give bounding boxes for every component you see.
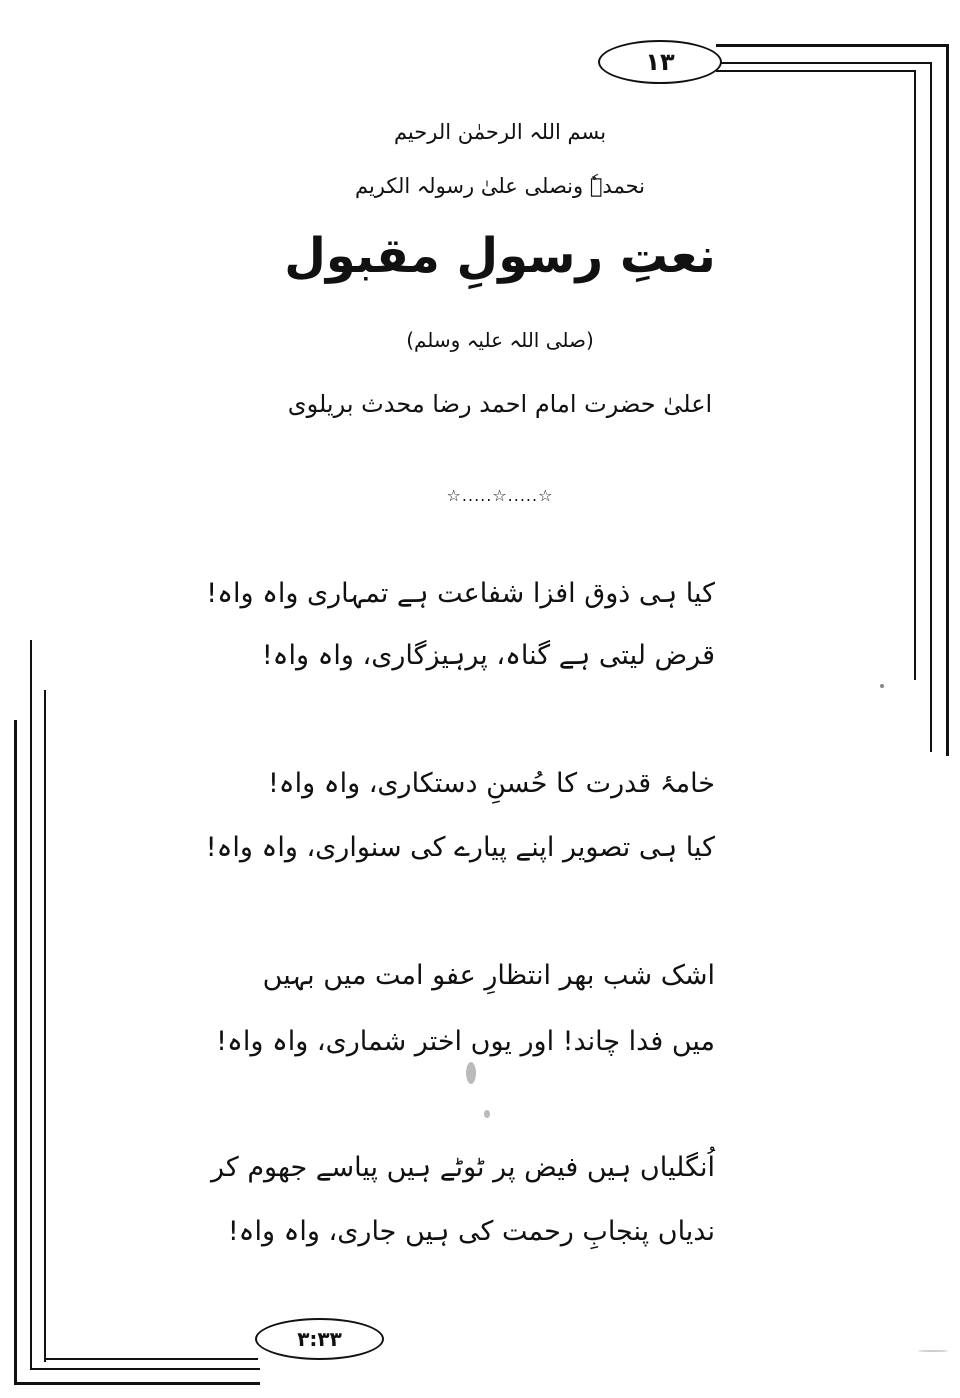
page-number-oval [598, 40, 722, 84]
frame-bottom-line-mid [44, 1358, 258, 1360]
verse-4-line-1: اُنگلیاں ہیں فیض پر ٹوٹے ہیں پیاسے جھوم کر [211, 1152, 715, 1183]
frame-top-line-mid [716, 70, 916, 72]
verse-3-line-1: اشک شب بھر انتظارِ عفو امت میں بہیں [262, 960, 715, 991]
star-divider: ☆.....☆.....☆ [446, 486, 554, 505]
frame-right-line-inner [930, 62, 932, 752]
scan-speck [484, 1110, 490, 1118]
page-title: نعتِ رسولِ مقبول [284, 228, 716, 284]
verse-2-line-2: کیا ہی تصویر اپنے پیارے کی سنواری، واہ واہ! [205, 832, 715, 863]
verse-4-line-2: ندیاں پنجابِ رحمت کی ہیں جاری، واہ واہ! [227, 1216, 715, 1247]
page-number: ١٣ [645, 48, 675, 76]
frame-bottom-line-outer [14, 1382, 260, 1385]
frame-right-line-outer [946, 44, 949, 756]
frame-left-line-outer [14, 720, 17, 1384]
frame-top-line-inner [716, 62, 932, 64]
verse-1-line-1: کیا ہی ذوق افزا شفاعت ہے تمہاری واہ واہ! [206, 578, 715, 609]
scan-speck [880, 684, 884, 688]
frame-right-line-mid [914, 70, 916, 680]
verse-1-line-2: قرض لیتی ہے گناہ، پرہیزگاری، واہ واہ! [261, 640, 715, 671]
frame-bottom-line-inner [30, 1368, 260, 1370]
bismillah-line: بسم اللہ الرحمٰن الرحیم [393, 120, 607, 144]
page-code: ٣:٣٣ [297, 1327, 342, 1351]
author-line: اعلیٰ حضرت امام احمد رضا محدث بریلوی [287, 390, 713, 418]
verse-2-line-1: خامۂ قدرت کا حُسنِ دستکاری، واہ واہ! [267, 768, 715, 799]
hamd-line: نحمدہٗ ونصلی علیٰ رسولہ الکریم [354, 174, 646, 198]
scan-speck [918, 1350, 948, 1352]
scan-speck [466, 1062, 476, 1084]
frame-left-line-inner [30, 640, 32, 1370]
frame-left-line-mid [44, 690, 46, 1362]
salutation-line: (صلی اللہ علیہ وسلم) [406, 328, 594, 352]
frame-top-line-outer [716, 44, 948, 47]
page-code-oval [255, 1318, 384, 1360]
verse-3-line-2: میں فدا چاند! اور یوں اختر شماری، واہ واہ! [216, 1026, 715, 1057]
